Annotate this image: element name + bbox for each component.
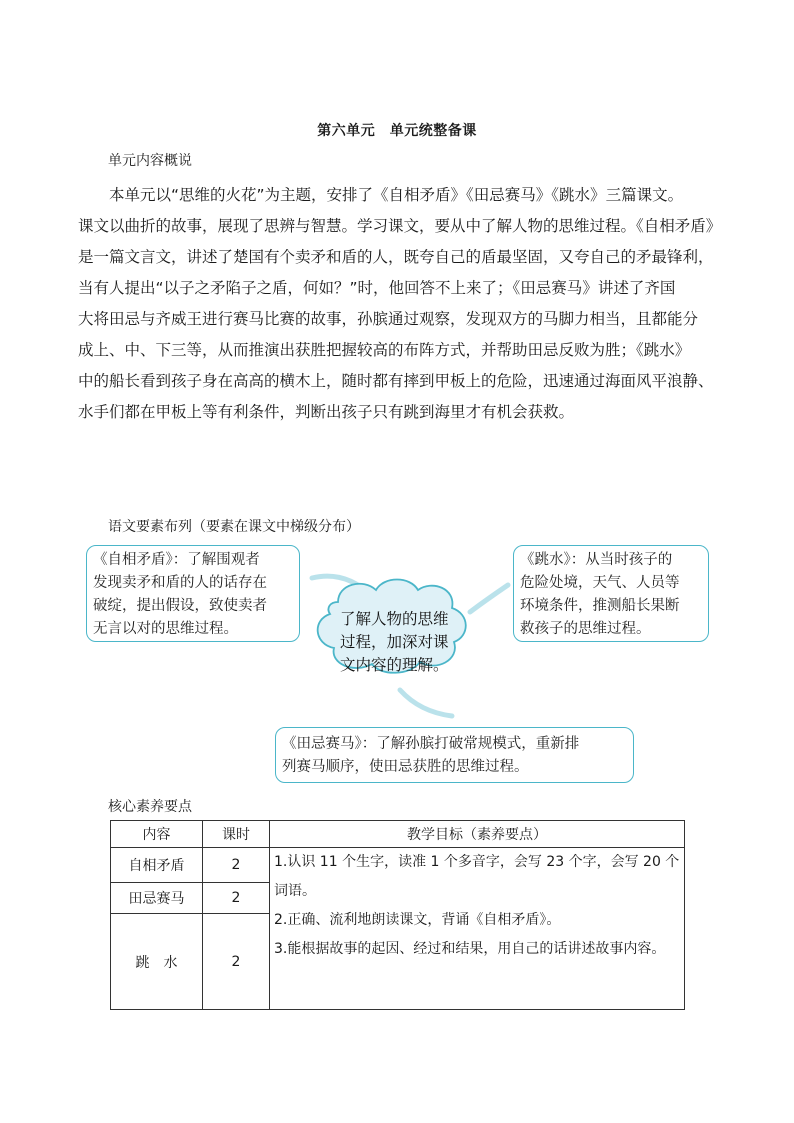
- row-content: 自相矛盾: [111, 848, 203, 883]
- overview-line: 成上、中、下三等，从而推演出获胜把握较高的布阵方式，并帮助田忌反败为胜；《跳水》: [78, 341, 691, 359]
- overview-line: 中的船长看到孩子身在高高的横木上，随时都有摔到甲板上的危险，迅速通过海面风平浪静、: [78, 372, 714, 390]
- section-heading-core: 核心素养要点: [108, 799, 192, 815]
- goals-cell: [270, 848, 685, 1010]
- overview-line: 水手们都在甲板上等有利条件，判断出孩子只有跳到海里才有机会获救。: [78, 403, 575, 421]
- row-content: 跳 水: [111, 914, 203, 1010]
- goal-item: 2.正确、流利地朗读课文，背诵《自相矛盾》。: [274, 912, 561, 928]
- bubble-tianjisaima: 《田忌赛马》：了解孙膑打破常规模式，重新排 列赛马顺序，使田忌获胜的思维过程。: [275, 727, 634, 783]
- bubble-tiaoshui: 《跳水》：从当时孩子的 危险处境，天气、人员等 环境条件，推测船长果断 救孩子的思维过程。: [513, 545, 709, 642]
- row-hours: 2: [203, 914, 270, 1010]
- section-heading-overview: 单元内容概说: [108, 153, 192, 169]
- core-literacy-table: [110, 820, 685, 1010]
- overview-line: 是一篇文言文，讲述了楚国有个卖矛和盾的人，既夸自己的盾最坚固，又夸自己的矛最锋利，: [78, 248, 714, 266]
- overview-line: 本单元以“思维的火花”为主题，安排了《自相矛盾》《田忌赛马》《跳水》三篇课文。: [109, 186, 684, 204]
- row-hours: 2: [203, 883, 270, 914]
- overview-line: 大将田忌与齐威王进行赛马比赛的故事，孙膑通过观察，发现双方的马脚力相当，且都能分: [78, 310, 699, 328]
- table-row: [111, 848, 685, 883]
- center-cloud: [308, 572, 474, 680]
- row-content: 田忌赛马: [111, 883, 203, 914]
- table-header-row: [111, 821, 685, 848]
- goal-item: 1.认识 11 个生字，读准 1 个多音字，会写 23 个字，会写 20 个词语。: [274, 854, 680, 899]
- center-cloud-text: 了解人物的思维过程，加深对课文内容的理解。: [340, 611, 449, 674]
- header-content: 内容: [111, 821, 203, 848]
- header-hours: 课时: [203, 821, 270, 848]
- page-title: 第六单元 单元统整备课: [317, 123, 477, 139]
- overview-line: 当有人提出“以子之矛陷子之盾，何如？”时，他回答不上来了；《田忌赛马》讲述了齐国: [78, 279, 676, 297]
- header-goals: 教学目标（素养要点）: [270, 821, 685, 848]
- section-heading-elements: 语文要素布列（要素在课文中梯级分布）: [108, 519, 360, 535]
- row-hours: 2: [203, 848, 270, 883]
- goal-item: 3.能根据故事的起因、经过和结果，用自己的话讲述故事内容。: [274, 941, 666, 957]
- bubble-zixiangmaodun: 《自相矛盾》：了解围观者 发现卖矛和盾的人的话存在 破绽，提出假设，致使卖者 无言以对的思维过程。: [86, 545, 300, 642]
- overview-paragraph: [78, 180, 722, 428]
- overview-line: 课文以曲折的故事，展现了思辨与智慧。学习课文，要从中了解人物的思维过程。《自相矛盾》: [78, 217, 722, 235]
